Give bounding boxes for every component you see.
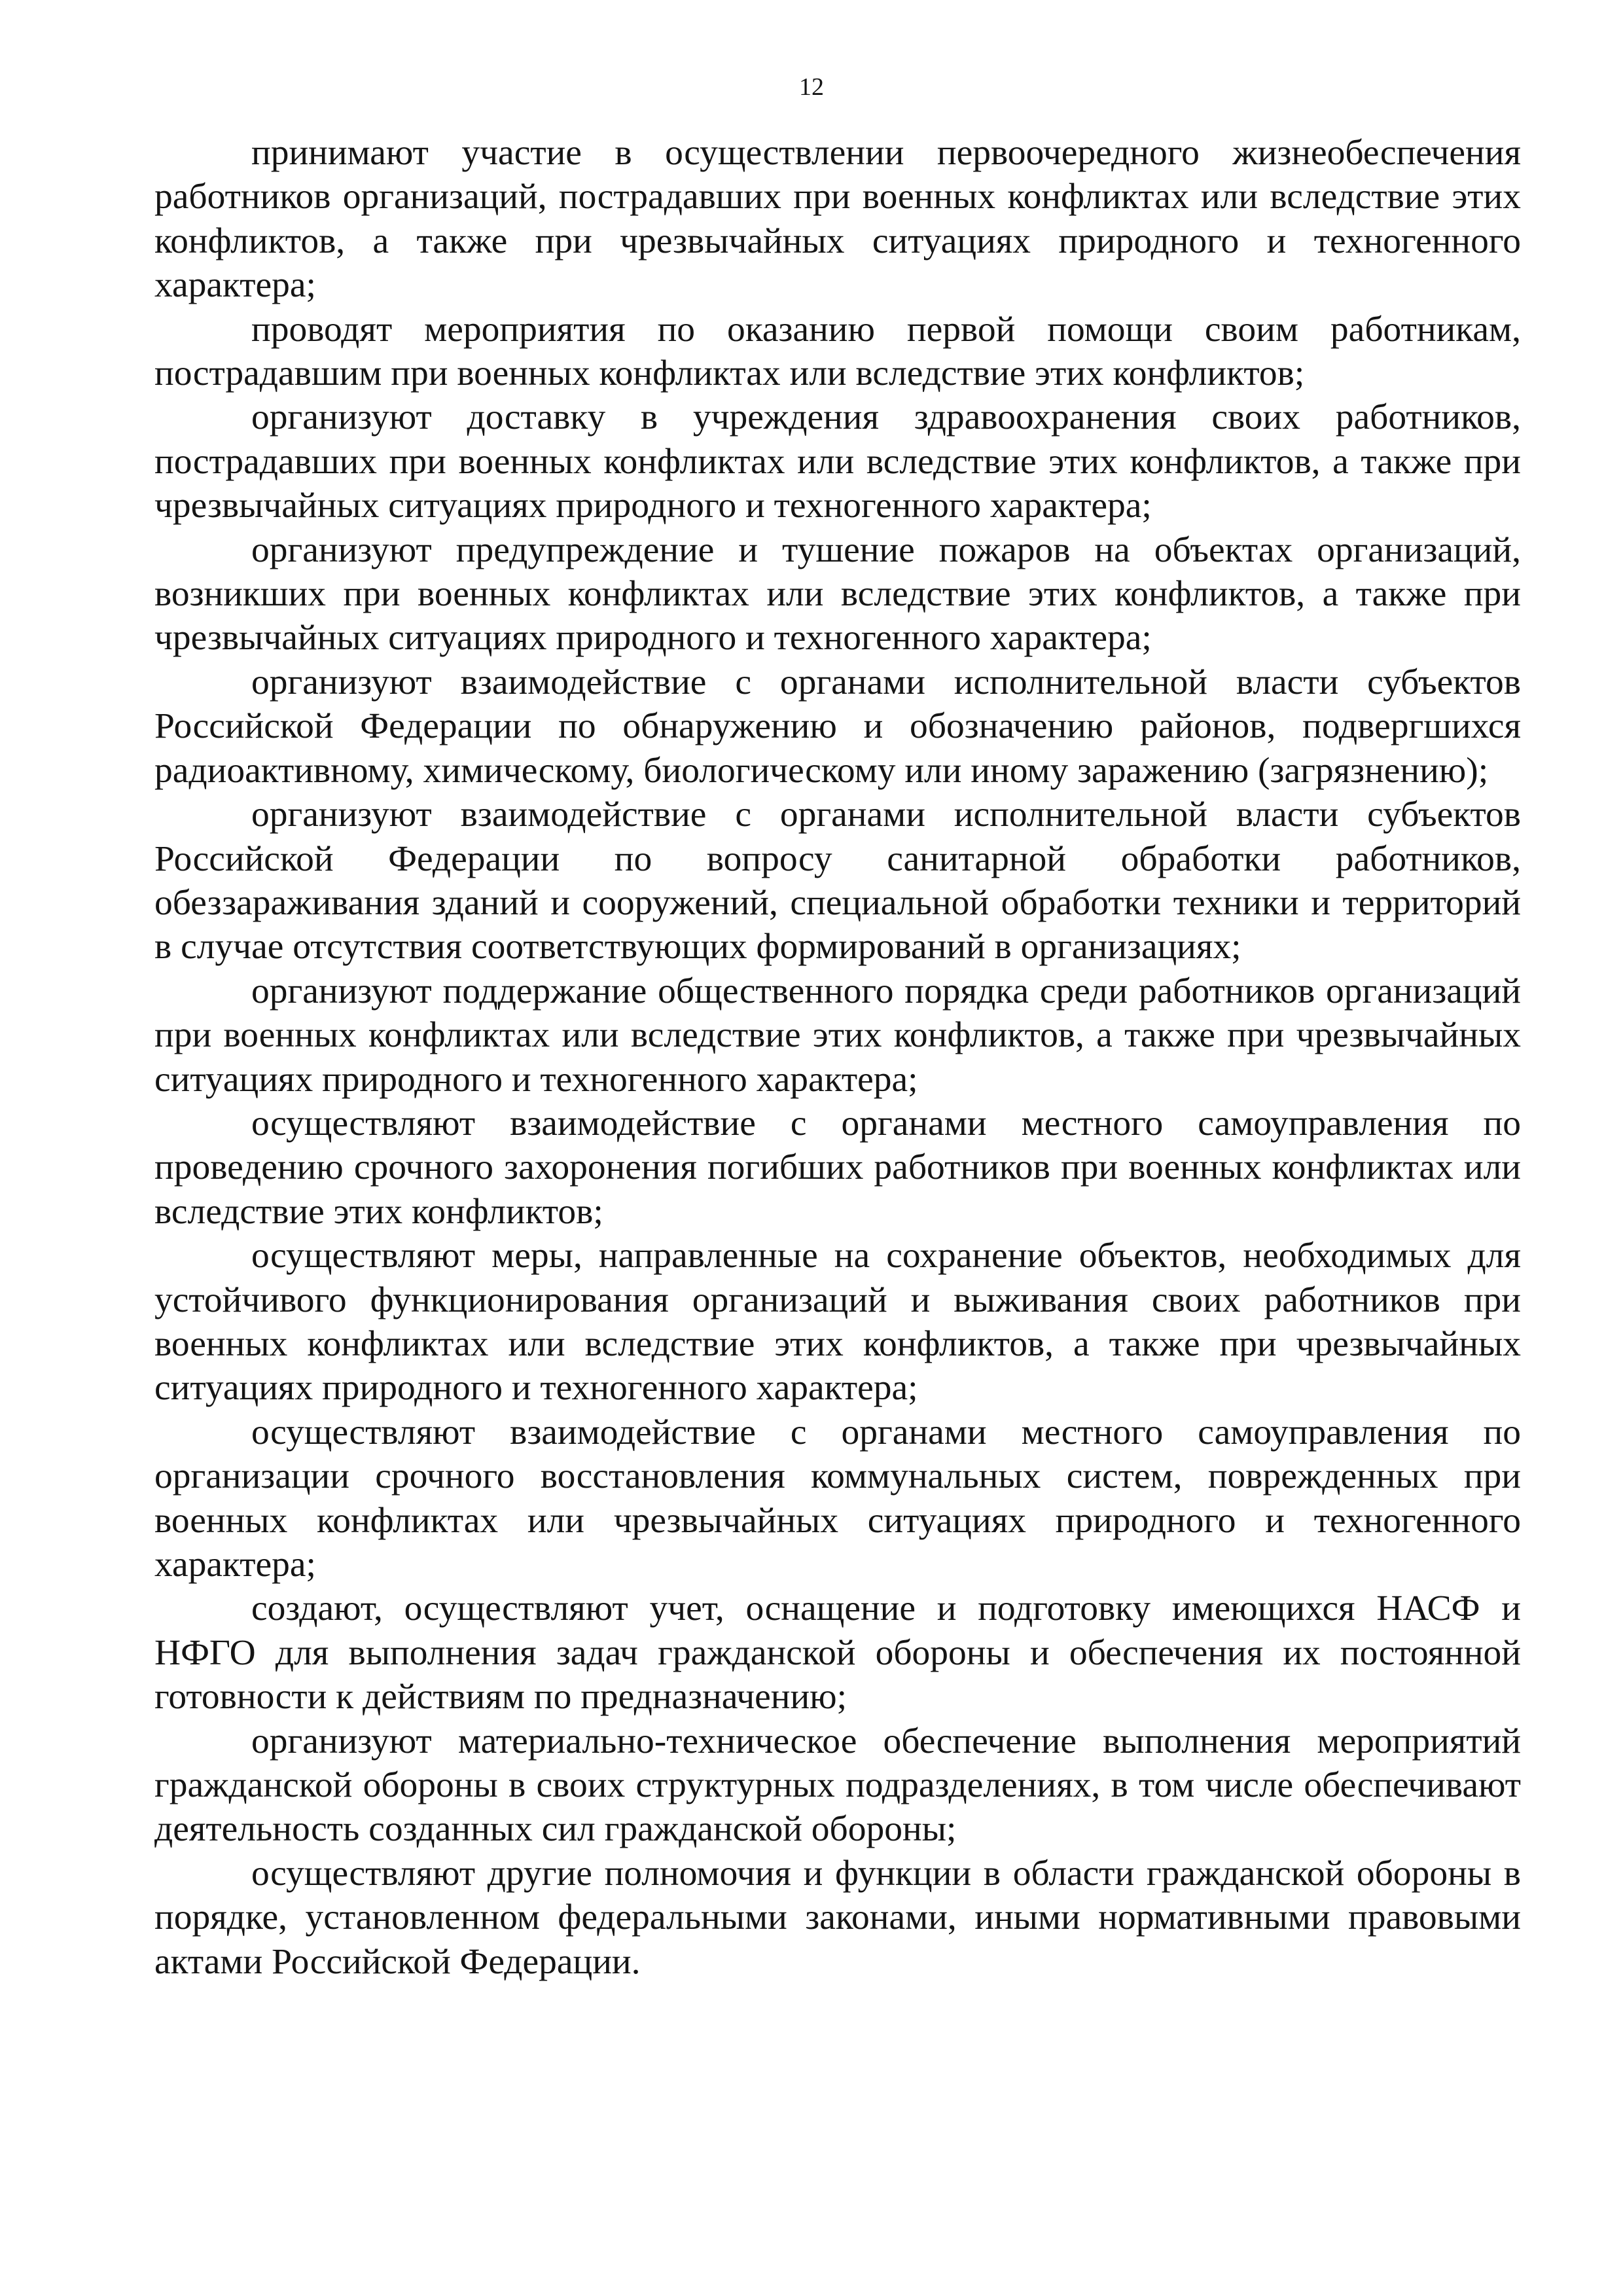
- paragraph: организуют предупреждение и тушение пожаров на объектах организаций, возникших при военных конфликтах или вследствие этих конфликтов, а также при чрезвычайных ситуациях природного и техногенного характера;: [154, 529, 1521, 658]
- paragraph: организуют материально-техническое обеспечение выполнения мероприятий гражданской обороны в своих структурных подразделениях, в том числе обеспечивают деятельность созданных сил гражданской обороны;: [154, 1721, 1521, 1850]
- document-body: [154, 131, 1521, 1984]
- paragraph: организуют поддержание общественного порядка среди работников организаций при военных конфликтах или вследствие этих конфликтов, а также при чрезвычайных ситуациях природного и техногенного характера;: [154, 971, 1521, 1100]
- paragraph: создают, осуществляют учет, оснащение и подготовку имеющихся НАСФ и НФГО для выполнения задач гражданской обороны и обеспечения их постоянной готовности к действиям по предназначению;: [154, 1588, 1521, 1717]
- paragraph: осуществляют взаимодействие с органами местного самоуправления по проведению срочного захоронения погибших работников при военных конфликтах или вследствие этих конфликтов;: [154, 1103, 1521, 1232]
- paragraph: принимают участие в осуществлении первоочередного жизнеобеспечения работников организаций, пострадавших при военных конфликтах или вследствие этих конфликтов, а также при чрезвычайных ситуациях природного и техногенного характера;: [154, 133, 1521, 306]
- paragraph: проводят мероприятия по оказанию первой помощи своим работникам, пострадавшим при военных конфликтах или вследствие этих конфликтов;: [154, 309, 1521, 394]
- paragraph: осуществляют взаимодействие с органами местного самоуправления по организации срочного восстановления коммунальных систем, поврежденных при военных конфликтах или чрезвычайных ситуациях природного и техногенного характера;: [154, 1412, 1521, 1585]
- paragraph: осуществляют другие полномочия и функции в области гражданской обороны в порядке, установленном федеральными законами, иными нормативными правовыми актами Российской Федерации.: [154, 1853, 1521, 1982]
- paragraph: организуют взаимодействие с органами исполнительной власти субъектов Российской Федерации по обнаружению и обозначению районов, подвергшихся радиоактивному, химическому, биологическому или иному заражению (загрязнению);: [154, 662, 1521, 791]
- page-number: 12: [799, 73, 824, 101]
- paragraph: организуют доставку в учреждения здравоохранения своих работников, пострадавших при военных конфликтах или вследствие этих конфликтов, а также при чрезвычайных ситуациях природного и техногенного характера;: [154, 397, 1521, 526]
- paragraph: организуют взаимодействие с органами исполнительной власти субъектов Российской Федерации по вопросу санитарной обработки работников, обеззараживания зданий и сооружений, специальной обработки техники и территорий в случае отсутствия соответствующих формирований в организациях;: [154, 795, 1521, 967]
- paragraph: осуществляют меры, направленные на сохранение объектов, необходимых для устойчивого функционирования организаций и выживания своих работников при военных конфликтах или вследствие этих конфликтов, а также при чрезвычайных ситуациях природного и техногенного характера;: [154, 1236, 1521, 1408]
